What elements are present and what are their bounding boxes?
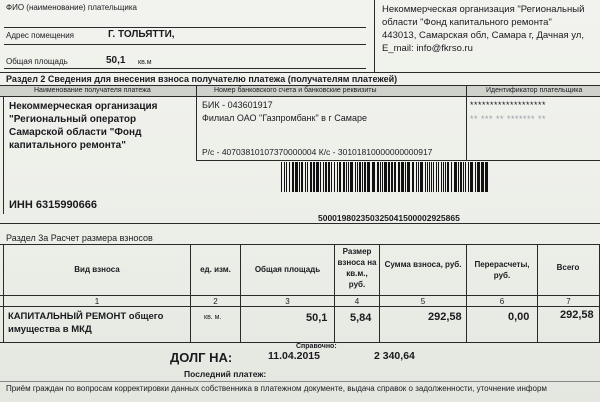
barcode-bar bbox=[401, 162, 404, 192]
recipient-inn: ИНН 6315990666 bbox=[9, 199, 98, 211]
debt-amount: 2 340,64 bbox=[374, 350, 415, 362]
row-contribution-type: КАПИТАЛЬНЫЙ РЕМОНТ общего имущества в МКД bbox=[8, 311, 164, 335]
barcode-bar bbox=[429, 162, 430, 192]
col-number-5: 5 bbox=[420, 297, 426, 306]
col-number-6: 6 bbox=[499, 297, 505, 306]
barcode-bar bbox=[339, 162, 341, 192]
address-value: Г. ТОЛЬЯТТИ, bbox=[108, 29, 175, 40]
barcode-bar bbox=[281, 162, 282, 192]
barcode-bar bbox=[441, 162, 442, 192]
bank-name: Филиал ОАО "Газпромбанк" в г Самаре bbox=[202, 113, 368, 123]
barcode-bar bbox=[325, 162, 327, 192]
barcode-bar bbox=[289, 162, 290, 192]
barcode-bar bbox=[323, 162, 324, 192]
barcode-bar bbox=[468, 162, 469, 192]
barcode-bar bbox=[286, 162, 287, 192]
barcode-bar bbox=[447, 162, 449, 192]
area-label: Общая площадь bbox=[6, 57, 68, 66]
row-unit: кв. м. bbox=[204, 314, 222, 321]
header-unit: ед. изм. bbox=[200, 265, 231, 274]
bank-bik: БИК - 043601917 bbox=[202, 100, 273, 110]
barcode-bar bbox=[320, 162, 321, 192]
payment-barcode bbox=[281, 162, 489, 192]
row-total: 292,58 bbox=[560, 309, 594, 321]
barcode-bar bbox=[445, 162, 446, 192]
barcode-bar bbox=[451, 162, 452, 192]
bank-column-header: Номер банковского счета и банковские реквизиты bbox=[214, 87, 377, 94]
barcode-bar bbox=[359, 162, 361, 192]
col-number-7: 7 bbox=[566, 297, 571, 306]
header-total: Всего bbox=[556, 263, 580, 272]
header-sum: Сумма взноса, руб. bbox=[384, 260, 462, 269]
bank-accounts: Р/с - 40703810107370000004 К/с - 30101810000000000917 bbox=[202, 147, 433, 157]
barcode-bar bbox=[343, 162, 345, 192]
barcode-bar bbox=[463, 162, 464, 192]
payer-id-line2: ** *** ** ******* ** bbox=[470, 114, 547, 124]
barcode-bar bbox=[420, 162, 423, 192]
header-rate: Размер взноса на кв.м., руб. bbox=[337, 247, 377, 289]
barcode-bar bbox=[477, 162, 480, 192]
barcode-bar bbox=[372, 162, 375, 192]
barcode-bar bbox=[398, 162, 400, 192]
barcode-bar bbox=[346, 162, 347, 192]
barcode-bar bbox=[460, 162, 462, 192]
last-payment-label: Последний платеж: bbox=[184, 369, 267, 379]
barcode-bar bbox=[436, 162, 437, 192]
barcode-bar bbox=[316, 162, 319, 192]
barcode-bar bbox=[405, 162, 406, 192]
barcode-bar bbox=[427, 162, 428, 192]
col-number-2: 2 bbox=[213, 297, 218, 306]
barcode-bar bbox=[438, 162, 439, 192]
col-number-3: 3 bbox=[285, 297, 290, 306]
section3-title: Раздел 3а Расчет размера взносов bbox=[6, 233, 153, 243]
area-unit: кв.м bbox=[138, 59, 152, 66]
barcode-bar bbox=[364, 162, 366, 192]
organization-info bbox=[382, 3, 584, 55]
debt-date: 11.04.2015 bbox=[268, 350, 320, 362]
barcode-bar bbox=[425, 162, 426, 192]
barcode-bar bbox=[305, 162, 306, 192]
barcode-bar bbox=[470, 162, 473, 192]
section2-title: Раздел 2 Сведения для внесения взноса получателю платежа (получателям платежей) bbox=[6, 74, 398, 84]
barcode-bar bbox=[367, 162, 370, 192]
barcode-number: 5000198023503250415000029258​65 bbox=[318, 213, 460, 223]
barcode-bar bbox=[310, 162, 312, 192]
barcode-bar bbox=[357, 162, 358, 192]
barcode-bar bbox=[331, 162, 332, 192]
footer-note: Приём граждан по вопросам корректировки данных собственника в платежном документе, выдача справок о задолженности, уточнение информ bbox=[6, 384, 547, 393]
recipient-column-header: Наименование получателя платежа bbox=[34, 87, 151, 94]
barcode-bar bbox=[481, 162, 484, 192]
col-number-4: 4 bbox=[354, 297, 360, 306]
barcode-bar bbox=[431, 162, 432, 192]
barcode-bar bbox=[284, 162, 285, 192]
header-contribution-type: Вид взноса bbox=[74, 265, 120, 274]
barcode-bar bbox=[334, 162, 335, 192]
barcode-bar bbox=[295, 162, 298, 192]
payer-name-label: ФИО (наименование) плательщика bbox=[6, 3, 137, 12]
barcode-bar bbox=[475, 162, 476, 192]
barcode-bar bbox=[418, 162, 419, 192]
barcode-bar bbox=[485, 162, 488, 192]
reference-label: Справочно: bbox=[296, 343, 337, 350]
col-number-1: 1 bbox=[94, 297, 100, 306]
barcode-bar bbox=[355, 162, 356, 192]
row-rate: 5,84 bbox=[350, 312, 372, 324]
barcode-bar bbox=[433, 162, 434, 192]
barcode-bar bbox=[394, 162, 396, 192]
barcode-bar bbox=[458, 162, 459, 192]
barcode-bar bbox=[388, 162, 390, 192]
barcode-bar bbox=[443, 162, 444, 192]
barcode-bar bbox=[348, 162, 349, 192]
org-address: 443013, Самарская обл, Самара г, Дачная ул, bbox=[382, 30, 584, 41]
barcode-bar bbox=[337, 162, 338, 192]
barcode-bar bbox=[362, 162, 363, 192]
barcode-bar bbox=[328, 162, 330, 192]
barcode-bar bbox=[384, 162, 387, 192]
barcode-bar bbox=[307, 162, 308, 192]
address-label: Адрес помещения bbox=[6, 31, 75, 40]
id-column-header: Идентификатор плательщика bbox=[486, 87, 583, 94]
barcode-bar bbox=[382, 162, 383, 192]
barcode-bar bbox=[391, 162, 393, 192]
recipient-name: Некоммерческая организация "Региональный оператор Самарской области "Фонд капитального ремонта" bbox=[9, 101, 158, 151]
barcode-bar bbox=[350, 162, 353, 192]
barcode-bar bbox=[292, 162, 294, 192]
row-sum: 292,58 bbox=[428, 311, 462, 323]
area-value: 50,1 bbox=[106, 55, 126, 66]
barcode-bar bbox=[454, 162, 457, 192]
row-recalc: 0,00 bbox=[508, 311, 530, 323]
org-email: E_mail: info@fkrso.ru bbox=[382, 43, 473, 54]
org-name-line2: области "Фонд капитального ремонта" bbox=[382, 17, 552, 28]
barcode-bar bbox=[380, 162, 381, 192]
payer-id-line1: ******************* bbox=[470, 100, 547, 110]
barcode-bar bbox=[301, 162, 303, 192]
debt-label: ДОЛГ НА: bbox=[170, 350, 233, 365]
row-area: 50,1 bbox=[306, 312, 328, 324]
header-recalc: Перерасчеты, руб. bbox=[474, 260, 530, 280]
barcode-bar bbox=[416, 162, 417, 192]
barcode-bar bbox=[412, 162, 414, 192]
org-name-line1: Некоммерческая организация "Региональный bbox=[382, 4, 585, 15]
barcode-bar bbox=[465, 162, 466, 192]
barcode-bar bbox=[377, 162, 379, 192]
barcode-bar bbox=[313, 162, 315, 192]
header-area: Общая площадь bbox=[254, 265, 321, 274]
barcode-bar bbox=[299, 162, 300, 192]
barcode-bar bbox=[407, 162, 410, 192]
